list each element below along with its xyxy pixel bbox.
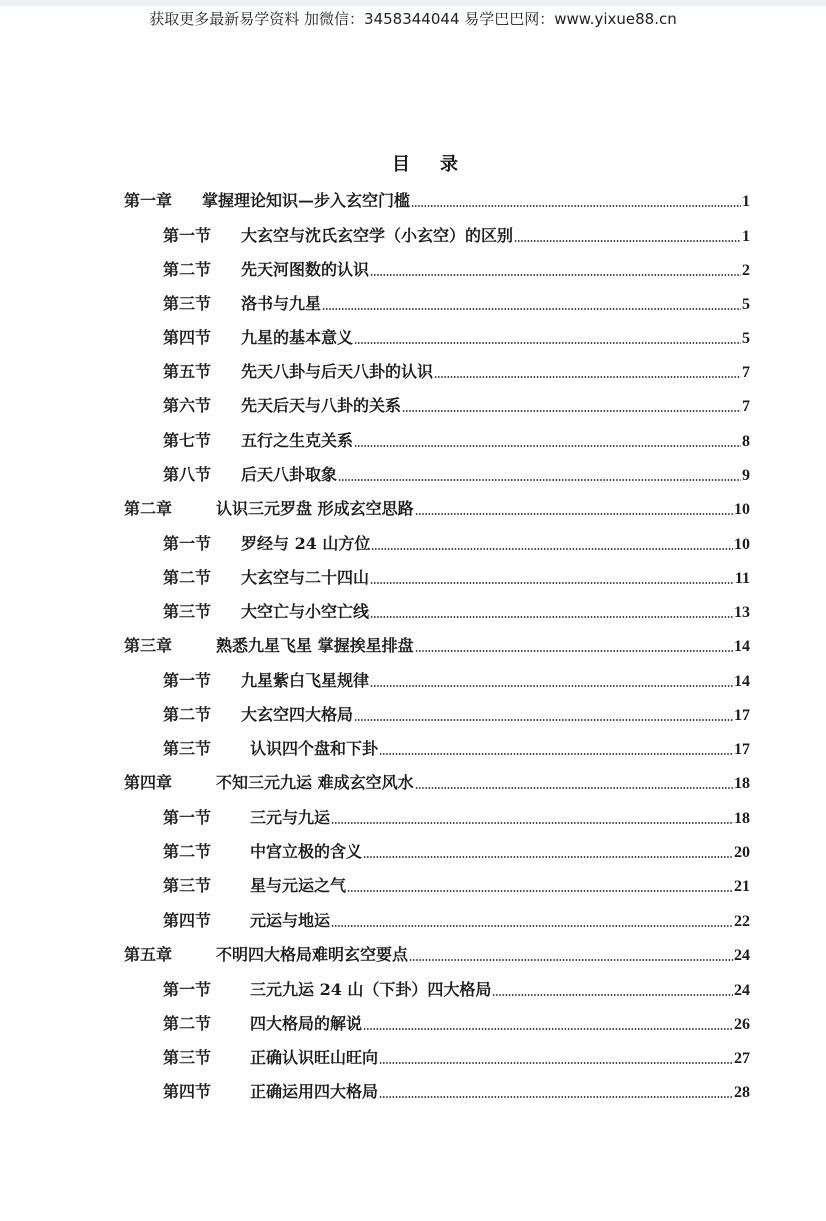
toc-title-text: 五行之生克关系 <box>241 431 354 450</box>
toc-page-number: 1 <box>742 228 750 245</box>
toc-page-number: 8 <box>742 433 750 450</box>
dot-leader <box>347 890 733 892</box>
dot-leader <box>331 822 733 824</box>
toc-title-text: 罗经与 24 山方位 <box>241 534 371 553</box>
toc-number: 第五节 <box>163 362 212 381</box>
toc-page-number: 10 <box>734 536 750 553</box>
toc-title-text: 三元九运 24 山（下卦）四大格局 <box>250 980 492 999</box>
dot-leader <box>370 685 733 687</box>
dot-leader <box>338 479 741 481</box>
dot-leader <box>379 1062 733 1064</box>
toc-section[interactable] <box>163 873 750 897</box>
toc-title-text: 不知三元九运 难成玄空风水 <box>216 773 414 792</box>
toc-page-number: 26 <box>734 1016 750 1033</box>
toc-title-text: 九星的基本意义 <box>241 328 354 347</box>
toc-number: 第一节 <box>163 980 212 999</box>
watermark-header: 获取更多最新易学资料 加微信：3458344044 易学巴巴网：www.yixue88.cn <box>149 10 677 28</box>
toc-page-number: 27 <box>734 1050 750 1067</box>
toc-number: 第一节 <box>163 534 212 553</box>
toc-number: 第三节 <box>163 739 212 758</box>
dot-leader <box>415 787 733 789</box>
toc-number: 第三章 <box>124 636 173 655</box>
toc-chapter-2[interactable] <box>124 496 750 520</box>
dot-leader <box>370 582 734 584</box>
toc-number: 第一章 <box>124 191 173 210</box>
toc-section[interactable] <box>163 325 750 349</box>
toc-page-number: 20 <box>734 844 750 861</box>
toc-section[interactable] <box>163 702 750 726</box>
toc-page-number: 17 <box>734 741 750 758</box>
toc-page-number: 9 <box>742 467 750 484</box>
dot-leader <box>411 205 741 207</box>
toc-number: 第六节 <box>163 396 212 415</box>
dot-leader <box>415 513 733 515</box>
toc-title-text: 星与元运之气 <box>250 876 347 895</box>
toc-section[interactable] <box>163 736 750 760</box>
toc-number: 第五章 <box>124 945 173 964</box>
toc-page-number: 11 <box>734 570 750 587</box>
toc-number: 第三节 <box>163 876 212 895</box>
toc-chapter-5[interactable] <box>124 942 750 966</box>
toc-chapter-1[interactable] <box>124 188 750 212</box>
toc-page-number: 7 <box>742 364 750 381</box>
dot-leader <box>371 548 733 550</box>
toc-number: 第四节 <box>163 1082 212 1101</box>
dot-leader <box>354 445 741 447</box>
toc-title-text: 熟悉九星飞星 掌握挨星排盘 <box>216 636 414 655</box>
toc-section[interactable] <box>163 359 750 383</box>
toc-page-number: 18 <box>734 810 750 827</box>
toc-page-number: 17 <box>734 707 750 724</box>
toc-page-number: 5 <box>742 296 750 313</box>
dot-leader <box>409 959 733 961</box>
toc-number: 第四章 <box>124 773 173 792</box>
toc-title-text: 先天后天与八卦的关系 <box>241 396 402 415</box>
toc-title-text: 认识三元罗盘 形成玄空思路 <box>216 499 414 518</box>
toc-page-number: 2 <box>742 262 750 279</box>
toc-number: 第二节 <box>163 705 212 724</box>
toc-section[interactable] <box>163 908 750 932</box>
toc-page-number: 1 <box>742 193 750 210</box>
toc-title-text: 中宫立极的含义 <box>250 842 363 861</box>
dot-leader <box>354 342 741 344</box>
toc-title-text: 后天八卦取象 <box>241 465 338 484</box>
toc-number: 第四节 <box>163 911 212 930</box>
dot-leader <box>363 1028 733 1030</box>
toc-section[interactable] <box>163 839 750 863</box>
toc-title-text: 四大格局的解说 <box>250 1014 363 1033</box>
toc-number: 第七节 <box>163 431 212 450</box>
toc-section[interactable] <box>163 565 750 589</box>
toc-number: 第二章 <box>124 499 173 518</box>
toc-number: 第四节 <box>163 328 212 347</box>
toc-page-number: 18 <box>734 775 750 792</box>
toc-section[interactable] <box>163 428 750 452</box>
toc-section[interactable] <box>163 805 750 829</box>
toc-number: 第一节 <box>163 226 212 245</box>
toc-title-text: 大玄空四大格局 <box>241 705 354 724</box>
toc-chapter-4[interactable] <box>124 770 750 794</box>
toc-section[interactable] <box>163 1079 750 1103</box>
toc-title-text: 正确认识旺山旺向 <box>250 1048 379 1067</box>
toc-page-number: 14 <box>734 638 750 655</box>
toc-section[interactable] <box>163 531 750 555</box>
toc-page-number: 10 <box>734 501 750 518</box>
toc-title-text: 不明四大格局难明玄空要点 <box>216 945 409 964</box>
toc-section[interactable] <box>163 977 750 1001</box>
dot-leader <box>370 616 733 618</box>
toc-section[interactable] <box>163 393 750 417</box>
toc-title-text: 正确运用四大格局 <box>250 1082 379 1101</box>
toc-page-number: 21 <box>734 878 750 895</box>
toc-title-text: 大空亡与小空亡线 <box>241 602 370 621</box>
dot-leader <box>434 376 741 378</box>
dot-leader <box>370 274 741 276</box>
dot-leader <box>379 753 733 755</box>
dot-leader <box>492 994 733 996</box>
toc-section[interactable] <box>163 599 750 623</box>
dot-leader <box>379 1096 733 1098</box>
toc-page-number: 7 <box>742 398 750 415</box>
toc-number: 第一节 <box>163 808 212 827</box>
toc-title-text: 认识四个盘和下卦 <box>250 739 379 758</box>
toc-page-number: 24 <box>734 982 750 999</box>
toc-section[interactable] <box>163 1045 750 1069</box>
toc-title-text: 先天八卦与后天八卦的认识 <box>241 362 434 381</box>
dot-leader <box>354 719 733 721</box>
toc-number: 第二节 <box>163 1014 212 1033</box>
toc-section[interactable] <box>163 462 750 486</box>
dot-leader <box>331 925 733 927</box>
toc-number: 第三节 <box>163 602 212 621</box>
toc-page-number: 24 <box>734 947 750 964</box>
dot-leader <box>415 650 733 652</box>
toc-chapter-3[interactable] <box>124 633 750 657</box>
toc-section[interactable] <box>163 257 750 281</box>
toc-number: 第二节 <box>163 568 212 587</box>
toc-section[interactable] <box>163 668 750 692</box>
toc-page-number: 14 <box>734 673 750 690</box>
toc-page-number: 22 <box>734 913 750 930</box>
top-strip <box>0 0 826 6</box>
dot-leader <box>514 240 741 242</box>
toc-section[interactable] <box>163 1011 750 1035</box>
dot-leader <box>322 308 741 310</box>
toc-title-text: 三元与九运 <box>250 808 331 827</box>
toc-number: 第二节 <box>163 842 212 861</box>
toc-title-text: 先天河图数的认识 <box>241 260 370 279</box>
toc-number: 第八节 <box>163 465 212 484</box>
toc-number: 第三节 <box>163 1048 212 1067</box>
toc-page-number: 13 <box>734 604 750 621</box>
toc-title-text: 元运与地运 <box>250 911 331 930</box>
toc-section[interactable] <box>163 291 750 315</box>
toc-title-text: 九星紫白飞星规律 <box>241 671 370 690</box>
toc-page-number: 5 <box>742 330 750 347</box>
toc-title-text: 掌握理论知识—步入玄空门槛 <box>202 191 411 210</box>
toc-title-text: 洛书与九星 <box>241 294 322 313</box>
toc-page-number: 28 <box>734 1084 750 1101</box>
toc-number: 第一节 <box>163 671 212 690</box>
dot-leader <box>402 410 741 412</box>
toc-title: 目录 <box>392 154 488 175</box>
toc-section[interactable] <box>163 223 750 247</box>
toc-number: 第三节 <box>163 294 212 313</box>
toc-title-text: 大玄空与二十四山 <box>241 568 370 587</box>
dot-leader <box>363 856 733 858</box>
toc-number: 第二节 <box>163 260 212 279</box>
toc-title-text: 大玄空与沈氏玄空学（小玄空）的区别 <box>241 226 514 245</box>
